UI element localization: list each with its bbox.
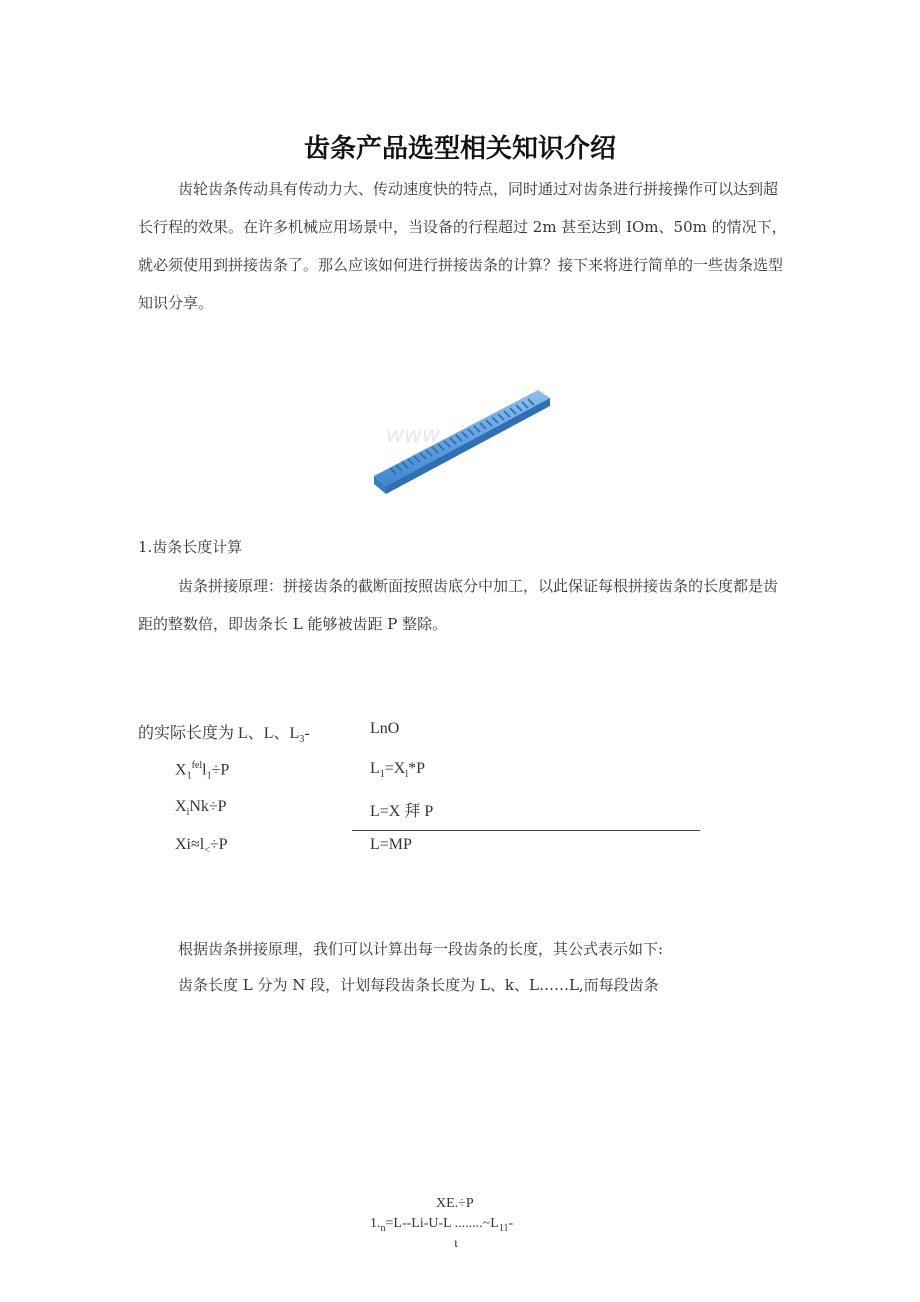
gear-rack-image: [366, 376, 558, 496]
formula-left-3: $Xi\approx l_<\div P$: [175, 836, 228, 857]
formula-divider: [352, 830, 700, 831]
formula-right-3: L=MP: [370, 836, 412, 853]
formula-left-2: $X_iNk\div P$: [175, 798, 227, 819]
footer-formula-line3: ι: [454, 1236, 458, 1251]
section-paragraph: 齿条拼接原理：拼接齿条的截断面按照齿底分中加工，以此保证每根拼接齿条的长度都是齿距的整数倍，即齿条长 L 能够被齿距 P 整除。: [138, 577, 779, 633]
formula-right-1: $L_1=X_l*P$: [370, 760, 426, 781]
formula-right-2: L=X 拜 P: [370, 803, 434, 820]
segment-paragraph: 齿条长度 L 分为 N 段，计划每段齿条长度为 L、k、L……L,而每段齿条: [178, 976, 659, 994]
footer-formula-line1: XE.÷P: [436, 1196, 474, 1211]
watermark-text: www: [386, 423, 440, 448]
footer-formula-line2: $1._n=L--Li-U-L$ $........\sim L_{11}-$: [370, 1216, 514, 1234]
page-title: 齿条产品选型相关知识介绍: [303, 134, 616, 164]
section-heading: 1.齿条长度计算: [138, 538, 243, 556]
formula-left-intro: 的实际长度为 L、L、$L_3-$: [138, 725, 310, 746]
intro-paragraph: 齿轮齿条传动具有传动力大、传动速度快的特点，同时通过对齿条进行拼接操作可以达到超长行程的效果。在许多机械应用场景中，当设备的行程超过 2m 甚至达到 IOm、50m 的情况下，就必须使用到拼接齿条了。那么应该如何进行拼接齿条的计算？接下来将进行简单的一些齿条选型知识分享。: [138, 180, 787, 312]
formula-right-intro: LnO: [370, 720, 400, 737]
principle-paragraph: 根据齿条拼接原理，我们可以计算出每一段齿条的长度，其公式表示如下:: [178, 940, 664, 958]
gear-rack-illustration: [366, 376, 558, 496]
formula-left-1: $X_1^{fel}l_1\div P$: [175, 760, 230, 782]
